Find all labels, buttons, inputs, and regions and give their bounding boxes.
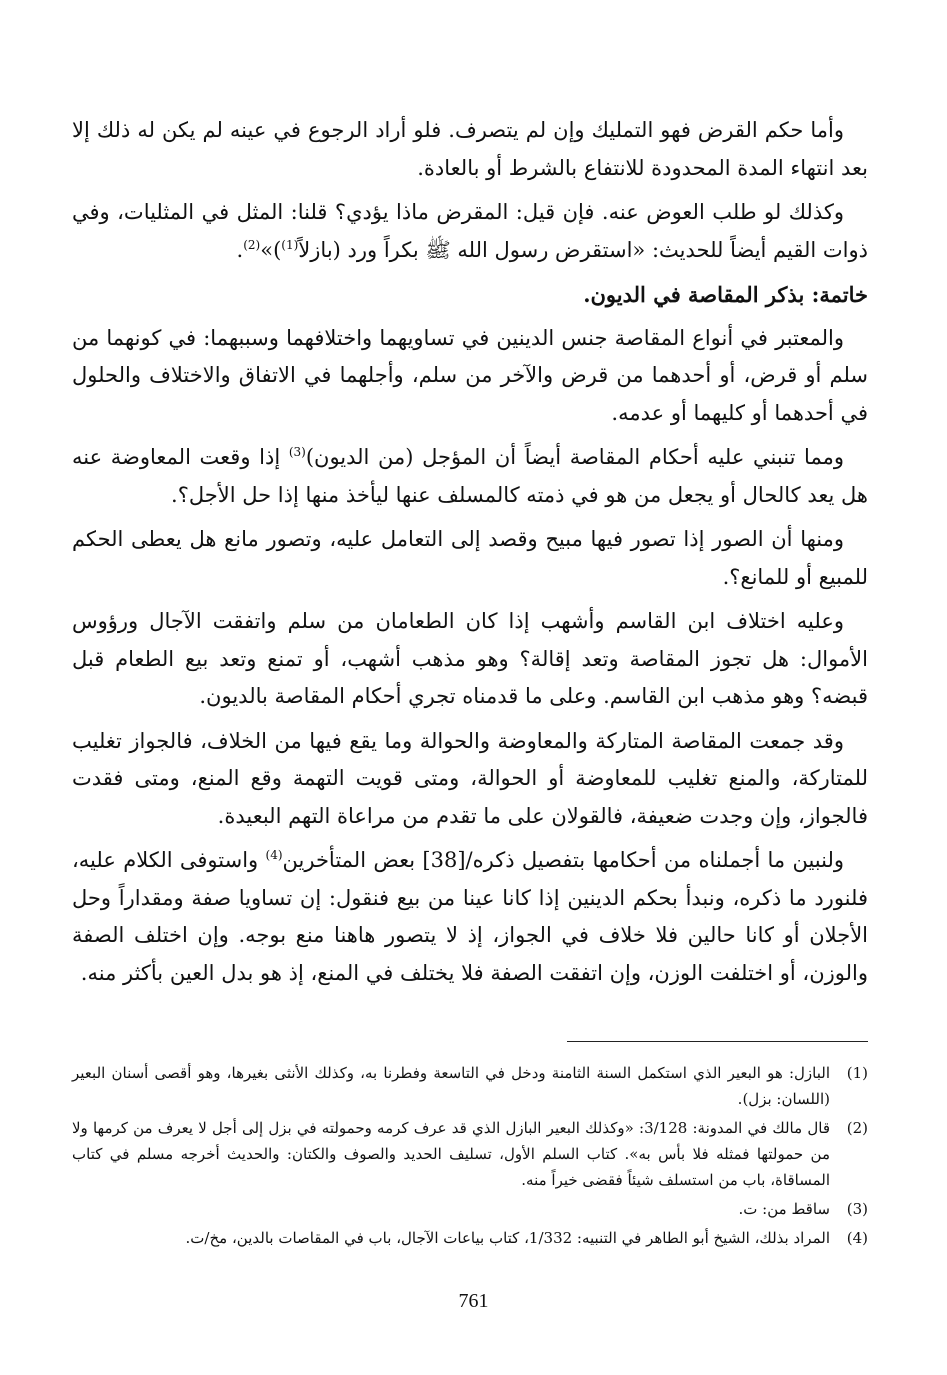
footnotes [72,1060,868,1254]
page-number: 761 [458,1290,489,1312]
footnote-ref-1: (1) [281,237,299,252]
footnote-text: المراد بذلك، الشيخ أبو الطاهر في التنبيه: 1/332، كتاب بياعات الآجال، باب في المقاصات بالدين، مخ/ت. [185,1229,830,1247]
paragraph-details [72,842,868,992]
footnote-text: قال مالك في المدونة: 3/128: «وكذلك البعير البازل الذي قد عرف كرمه وحمولته في بزل إلى أجل لا يعرف من كرمها ولا من حمولتها فمثله فلا بأس به». كتاب السلم الأول، تسليف الحديد والصوف والكتان: والحديث أخرجه مسلم في كتاب المساقاة، باب من استسلف شيئاً فقضى خيراً منه. [72,1119,830,1189]
footnote-ref-3: (3) [288,445,306,459]
paragraph-permissible: ومنها أن الصور إذا تصور فيها مبيح وقصد إلى التعامل عليه، وتصور مانع هل يعطى الحكم للمبيع أو للمانع؟. [72,527,868,589]
paragraph-details-text: ولنبين ما أجملناه من أحكامها بتفصيل ذكره/[38] بعض المتأخرين [282,848,844,872]
footnote-ref-4: (4) [265,848,283,862]
paragraph-details-rest: واستوفى الكلام عليه، فلنورد ما ذكره، ونبدأ بحكم الدينين إذا كانا عينا من بيع فنقول: إن تساويا صفة ومقداراً وحل الأجلان أو كانا حالين فلا خلاف في الجواز، إذ لا يتصور هاهنا منع بوجه. وإن اختلف الصفة والوزن، أو اختلفت الوزن، وإن اتفقت الصفة فلا يختلف في المنع، إذ هو بدل العين بأكثر منه. [72,848,868,985]
paragraph-compensation-text: وكذلك لو طلب العوض عنه. فإن قيل: المقرض ماذا يؤدي؟ قلنا: المثل في المثليات، وفي ذوات القيم أيضاً للحديث: «استقرض رسول الله ﷺ بكراً ورد (بازلاً [72,200,868,262]
paragraph-deferred [72,439,868,514]
footnote-text: البازل: هو البعير الذي استكمل السنة الثامنة ودخل في التاسعة وفطرنا به، وكذلك الأنثى بغيرها، وهو أقصى أسنان البعير (اللسان: بزل). [72,1064,830,1108]
footnote-number: (2) [846,1119,868,1137]
paragraph-deferred-rest: إذا وقعت المعاوضة عنه هل يعد كالحال أو يجعل من هو في ذمته كالمسلف عنها ليأخذ منها إذا حل الأجل؟. [72,445,868,507]
paragraph-end: . [236,237,244,262]
paragraph-compensation [72,194,868,269]
footnote [72,1225,868,1251]
quote-close: )» [260,237,282,262]
paragraph-combination: وقد جمعت المقاصة المتاركة والمعاوضة والحوالة وما يقع فيها من الخلاف، فالجواز تغليب للمتاركة، والمنع تغليب للمعاوضة أو الحوالة، ومتى قويت التهمة وقع المنع، ومتى فقدت فالجواز، وإن وجدت ضعيفة، فالقولان على ما تقدم من مراعاة التهم البعيدة. [72,728,868,828]
footnote-number: (4) [846,1229,868,1247]
paragraph-disagreement: وعليه اختلاف ابن القاسم وأشهب إذا كان الطعامان من سلم واتفقت الآجال ورؤوس الأموال: هل تجوز المقاصة وتعد إقالة؟ وهو مذهب أشهب، أو تمنع وتعد بيع الطعام قبل قبضه؟ وهو مذهب ابن القاسم. وعلى ما قدمناه تجري أحكام المقاصة بالديون. [72,609,868,708]
section-heading: خاتمة: بذكر المقاصة في الديون. [583,282,868,307]
footnote-text: ساقط من: ت. [738,1200,830,1218]
footnote-divider [567,1041,868,1042]
paragraph-debt-types: والمعتبر في أنواع المقاصة جنس الدينين في تساويهما واختلافهما وسببهما: في كونهما من سلم أو قرض، أو أحدهما من قرض والآخر من سلم، وأجلهما في الاتفاق والاختلاف والحلول في أحدهما أو كليهما أو عدمه. [72,325,868,425]
footnote-ref-2: (2) [243,237,261,252]
footnote [72,1115,868,1193]
footnote-number: (1) [846,1064,868,1082]
paragraph-deferred-text: ومما تنبني عليه أحكام المقاصة أيضاً أن المؤجل (من الديون) [305,445,844,469]
footnote [72,1060,868,1112]
footnote [72,1196,868,1222]
paragraph-loan-ruling: وأما حكم القرض فهو التمليك وإن لم يتصرف. فلو أراد الرجوع في عينه لم يكن له ذلك إلا بعد انتهاء المدة المحدودة للانتفاع بالشرط أو بالعادة. [72,118,868,180]
main-text [72,112,868,999]
footnote-number: (3) [846,1200,868,1218]
